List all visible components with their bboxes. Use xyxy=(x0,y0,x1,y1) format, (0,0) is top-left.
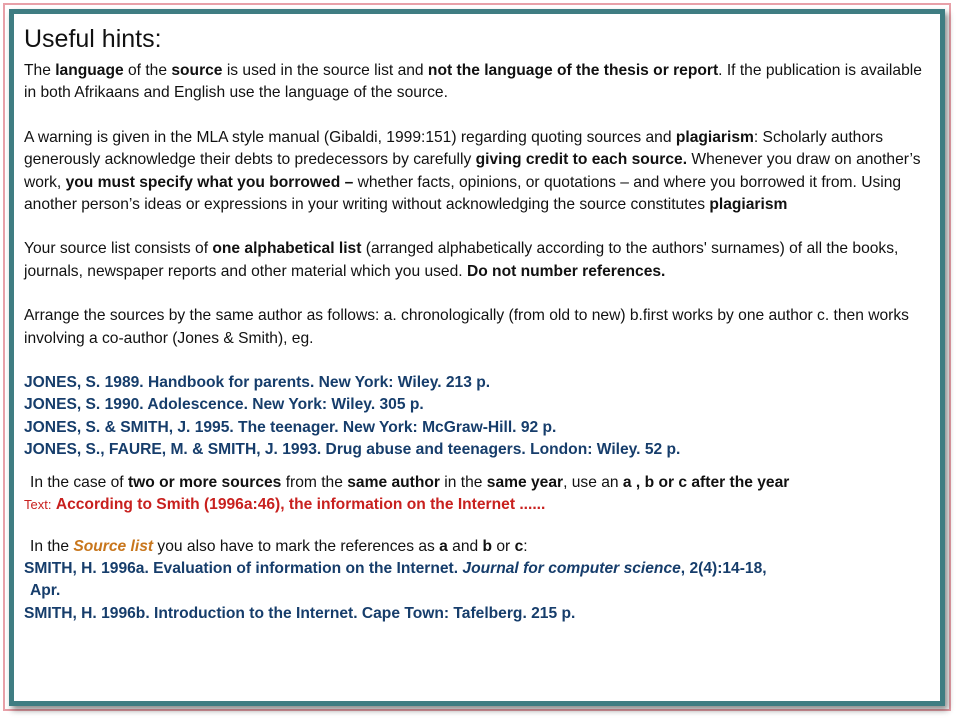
bold-text: a xyxy=(439,537,448,555)
bold-text: language xyxy=(55,62,124,79)
highlight-text: Source list xyxy=(73,537,154,555)
spacer xyxy=(24,517,934,536)
text: In the case of xyxy=(30,473,128,491)
spacer xyxy=(24,216,934,238)
text: and xyxy=(447,537,483,555)
text: or xyxy=(492,537,515,555)
bold-text: plagiarism xyxy=(675,128,754,146)
text: , 2(4):14-18, xyxy=(680,559,767,577)
text: from the xyxy=(281,473,348,491)
bold-text: b xyxy=(482,537,493,555)
text: in the xyxy=(439,473,487,491)
paragraph-plagiarism xyxy=(24,127,934,217)
bold-text: Do not number references. xyxy=(466,262,666,280)
text: : Scholarly authors generously acknowledge their debts to predecessors by carefully xyxy=(24,128,884,169)
text: SMITH, H. 1996a. Evaluation of information on the Internet. xyxy=(24,559,463,577)
paragraph-same-year xyxy=(24,472,934,494)
text: Your source list consists of xyxy=(24,240,213,258)
bold-text: you must specify what you borrowed – xyxy=(65,173,354,191)
reference-entry xyxy=(24,558,934,580)
paragraph-source-list xyxy=(24,238,934,283)
slide-content xyxy=(24,24,934,625)
bold-text: source xyxy=(171,62,223,79)
text: is used in the source list and xyxy=(222,62,428,79)
bold-text: giving credit to each source. xyxy=(475,151,688,169)
text: of the xyxy=(123,62,172,79)
slide-frame xyxy=(9,9,945,706)
text: you also have to mark the references as xyxy=(153,537,440,555)
text: Whenever you draw on another’s work, xyxy=(24,151,921,191)
text: , use an xyxy=(563,473,623,491)
paragraph-language xyxy=(24,60,934,105)
text: whether facts, opinions, or quotations – and where you borrowed it from. Using another person’s ideas or expressions in your writing without acknowledging the source constitutes xyxy=(24,173,902,214)
bold-text: c xyxy=(514,537,524,555)
spacer xyxy=(24,105,934,127)
bold-text: a , b or c after the year xyxy=(622,473,790,491)
bold-text: same author xyxy=(347,473,440,491)
text: (arranged alphabetically according to the authors' surnames) of all the books, journals, newspaper reports and other material which you used. xyxy=(24,240,899,280)
paragraph-arrange: Arrange the sources by the same author as follows: a. chronologically (from old to new) b.first works by one author c. then works involving a co-author (Jones & Smith), eg. xyxy=(24,307,909,347)
reference-entry: JONES, S. 1989. Handbook for parents. New York: Wiley. 213 p. xyxy=(24,374,491,392)
smith-reference-list xyxy=(24,558,934,625)
text: A warning is given in the MLA style manual (Gibaldi, 1999:151) regarding quoting sources and xyxy=(24,128,676,146)
paragraph-source-list-mark xyxy=(24,536,934,558)
spacer xyxy=(24,283,934,305)
reference-entry-continued: Apr. xyxy=(30,582,61,600)
reference-entry: JONES, S., FAURE, M. & SMITH, J. 1993. Drug abuse and teenagers. London: Wiley. 52 p. xyxy=(24,441,681,459)
text-label: Text: xyxy=(24,497,52,513)
text: In the xyxy=(30,537,74,555)
text: : xyxy=(523,537,528,555)
journal-title: Journal for computer science xyxy=(462,559,681,577)
text: The xyxy=(24,62,56,79)
bold-text: two or more sources xyxy=(127,473,282,491)
bold-text: not the language of the thesis or report xyxy=(427,62,719,79)
text: . If the publication is available in both Afrikaans and English use the language of the source. xyxy=(24,62,922,102)
reference-entry: JONES, S. 1990. Adolescence. New York: Wiley. 305 p. xyxy=(24,396,424,414)
reference-entry: SMITH, H. 1996b. Introduction to the Internet. Cape Town: Tafelberg. 215 p. xyxy=(24,604,576,622)
bold-text: plagiarism xyxy=(709,196,788,214)
reference-entry: JONES, S. & SMITH, J. 1995. The teenager. New York: McGraw-Hill. 92 p. xyxy=(24,418,557,436)
text-example xyxy=(24,494,934,516)
bold-text: one alphabetical list xyxy=(212,240,362,258)
spacer xyxy=(24,462,934,472)
spacer xyxy=(24,350,934,372)
bold-text: same year xyxy=(486,473,564,491)
jones-reference-list xyxy=(24,372,934,462)
slide-title: Useful hints: xyxy=(24,25,162,53)
text-example-body: According to Smith (1996a:46), the information on the Internet ...... xyxy=(55,496,546,514)
